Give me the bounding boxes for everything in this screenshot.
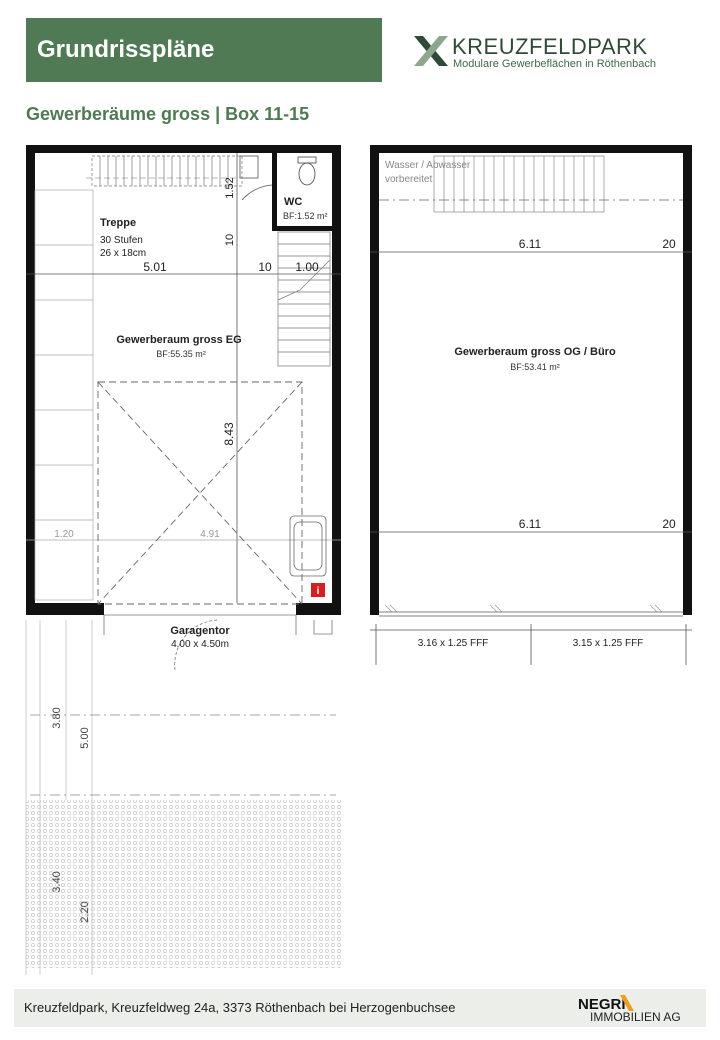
og-room-area: BF:53.41 m²: [510, 362, 560, 372]
negri-name: NEGRI: [578, 996, 626, 1013]
wc-sink: [240, 156, 258, 178]
utility-sink-basin: [294, 522, 322, 570]
wc-area: BF:1.52 m²: [283, 211, 328, 221]
dim-120: 1.20: [54, 529, 74, 540]
stair-size: 26 x 18cm: [100, 248, 147, 259]
og-water-line1: Wasser / Abwasser: [385, 160, 471, 171]
toilet-bowl: [299, 163, 315, 185]
eg-room-title: Gewerberaum gross EG: [116, 334, 242, 346]
logo-tagline: Modulare Gewerbeflächen in Röthenbach: [453, 58, 657, 70]
page-title: Grundrisspläne: [37, 36, 215, 63]
og-dim-top-wall: 20: [662, 237, 676, 251]
og-dim-bottom-width: 6.11: [518, 517, 542, 531]
og-dim-bottom-wall: 20: [662, 517, 676, 531]
dim-width-100: 1.00: [295, 260, 319, 274]
toilet-tank: [298, 157, 316, 163]
eg-wall-bottom-left: [26, 603, 104, 615]
negri-logo: [578, 993, 698, 1025]
dim-220: 2.20: [79, 901, 91, 923]
footer-address: Kreuzfeldpark, Kreuzfeldweg 24a, 3373 Röthenbach bei Herzogenbuchsee: [24, 1000, 456, 1015]
dim-wall-10a: 10: [258, 260, 272, 274]
og-room-title: Gewerberaum gross OG / Büro: [454, 346, 616, 358]
stair-upper-run: [92, 156, 242, 186]
og-window-marks: [385, 605, 662, 612]
negri-sub: IMMOBILIEN AG: [590, 1010, 681, 1024]
wc-door-swing: [242, 185, 272, 200]
eg-wall-left: [26, 145, 35, 615]
wc-wall-bottom: [272, 226, 332, 231]
dim-380: 3.80: [51, 707, 63, 729]
og-wall-top: [370, 145, 692, 153]
stair-lower-run: [278, 232, 330, 366]
gravel-area: [26, 800, 342, 968]
og-water-line2: vorbereitet: [385, 174, 433, 185]
utility-sink: [290, 516, 326, 576]
stair-title: Treppe: [100, 217, 137, 229]
garage-door-zone: [98, 382, 302, 604]
wc-title: WC: [284, 196, 303, 208]
negri-mark-icon: [620, 995, 634, 1011]
dim-height-152: 1.52: [224, 177, 236, 199]
eg-wall-top: [26, 145, 341, 153]
eg-wall-right: [332, 145, 341, 615]
og-wall-left: [370, 145, 379, 615]
plan-subtitle: Gewerberäume gross | Box 11-15: [26, 104, 310, 124]
dim-wall-10b: 10: [224, 233, 236, 247]
gate-title: Garagentor: [170, 625, 230, 637]
dim-340: 3.40: [51, 871, 63, 893]
eg-room-area: BF:55.35 m²: [156, 349, 206, 359]
wc-wall-left: [272, 153, 277, 231]
fire-extinguisher-glyph: i: [316, 586, 320, 597]
dim-height-843: 8.43: [222, 422, 236, 446]
og-dim-top-width: 6.11: [518, 237, 542, 251]
dim-500: 5.00: [79, 727, 91, 749]
logo-name: KREUZFELDPARK: [452, 34, 648, 59]
upper-floor-plan: [370, 145, 692, 665]
dim-width-501: 5.01: [143, 260, 167, 274]
stair-steps: 30 Stufen: [100, 235, 143, 246]
dim-491: 4.91: [200, 529, 220, 540]
og-wall-right: [683, 145, 692, 615]
og-window-left: 3.16 x 1.25 FFF: [417, 638, 489, 649]
bollard-right: [314, 620, 332, 634]
gate-size: 4.00 x 4.50m: [171, 639, 229, 650]
footer: [14, 989, 706, 1027]
eg-wall-bottom-right: [296, 603, 341, 615]
og-window-right: 3.15 x 1.25 FFF: [572, 638, 644, 649]
